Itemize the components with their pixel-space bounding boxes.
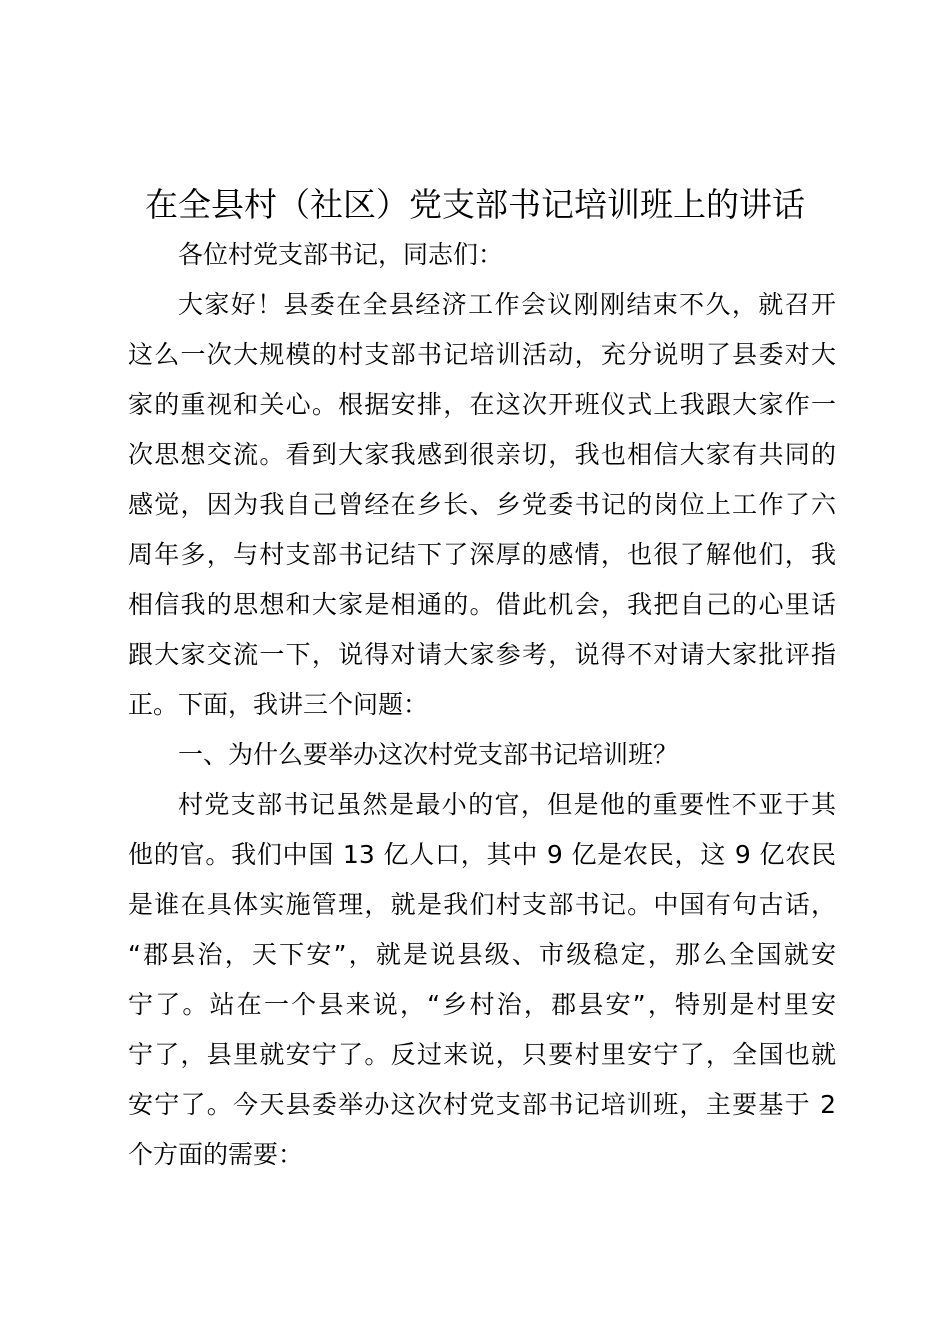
- paragraph-3-line-2: 他的官。我们中国 13 亿人口，其中 9 亿是农民，这 9 亿农民: [128, 840, 836, 869]
- paragraph-3-line-6: 宁了，县里就安宁了。反过来说，只要村里安宁了，全国也就: [128, 1040, 836, 1069]
- paragraph-3-line-5: 宁了。站在一个县来说，“乡村治，郡县安”，特别是村里安: [128, 990, 836, 1019]
- paragraph-1-line-7: 相信我的思想和大家是相通的。借此机会，我把自己的心里话: [128, 590, 836, 619]
- paragraph-1-line-8: 跟大家交流一下，说得对请大家参考，说得不对请大家批评指: [128, 640, 836, 669]
- paragraph-1-line-2: 这么一次大规模的村支部书记培训活动，充分说明了县委对大: [128, 340, 836, 369]
- paragraph-1-line-3: 家的重视和关心。根据安排，在这次开班仪式上我跟大家作一: [128, 390, 836, 419]
- document-title: 在全县村（社区）党支部书记培训班上的讲话: [145, 185, 805, 224]
- paragraph-1-line-6: 周年多，与村支部书记结下了深厚的感情，也很了解他们，我: [128, 540, 836, 569]
- paragraph-1-line-4: 次思想交流。看到大家我感到很亲切，我也相信大家有共同的: [128, 440, 836, 469]
- salutation: 各位村党支部书记，同志们：: [178, 240, 504, 269]
- paragraph-1-line-9: 正。下面，我讲三个问题：: [128, 690, 429, 719]
- paragraph-1-line-5: 感觉，因为我自己曾经在乡长、乡党委书记的岗位上工作了六: [128, 490, 836, 519]
- paragraph-3-line-4: “郡县治，天下安”，就是说县级、市级稳定，那么全国就安: [128, 940, 836, 969]
- paragraph-3-line-3: 是谁在具体实施管理，就是我们村支部书记。中国有句古话，: [128, 890, 836, 919]
- paragraph-3-line-7: 安宁了。今天县委举办这次村党支部书记培训班，主要基于 2: [128, 1090, 836, 1119]
- paragraph-3-line-1: 村党支部书记虽然是最小的官，但是他的重要性不亚于其: [178, 790, 836, 819]
- paragraph-3-line-8: 个方面的需要：: [128, 1140, 304, 1169]
- document-body: [128, 230, 836, 1180]
- paragraph-1-line-1: 大家好！县委在全县经济工作会议刚刚结束不久，就召开: [178, 290, 836, 319]
- section-heading-1: 一、为什么要举办这次村党支部书记培训班？: [178, 740, 679, 769]
